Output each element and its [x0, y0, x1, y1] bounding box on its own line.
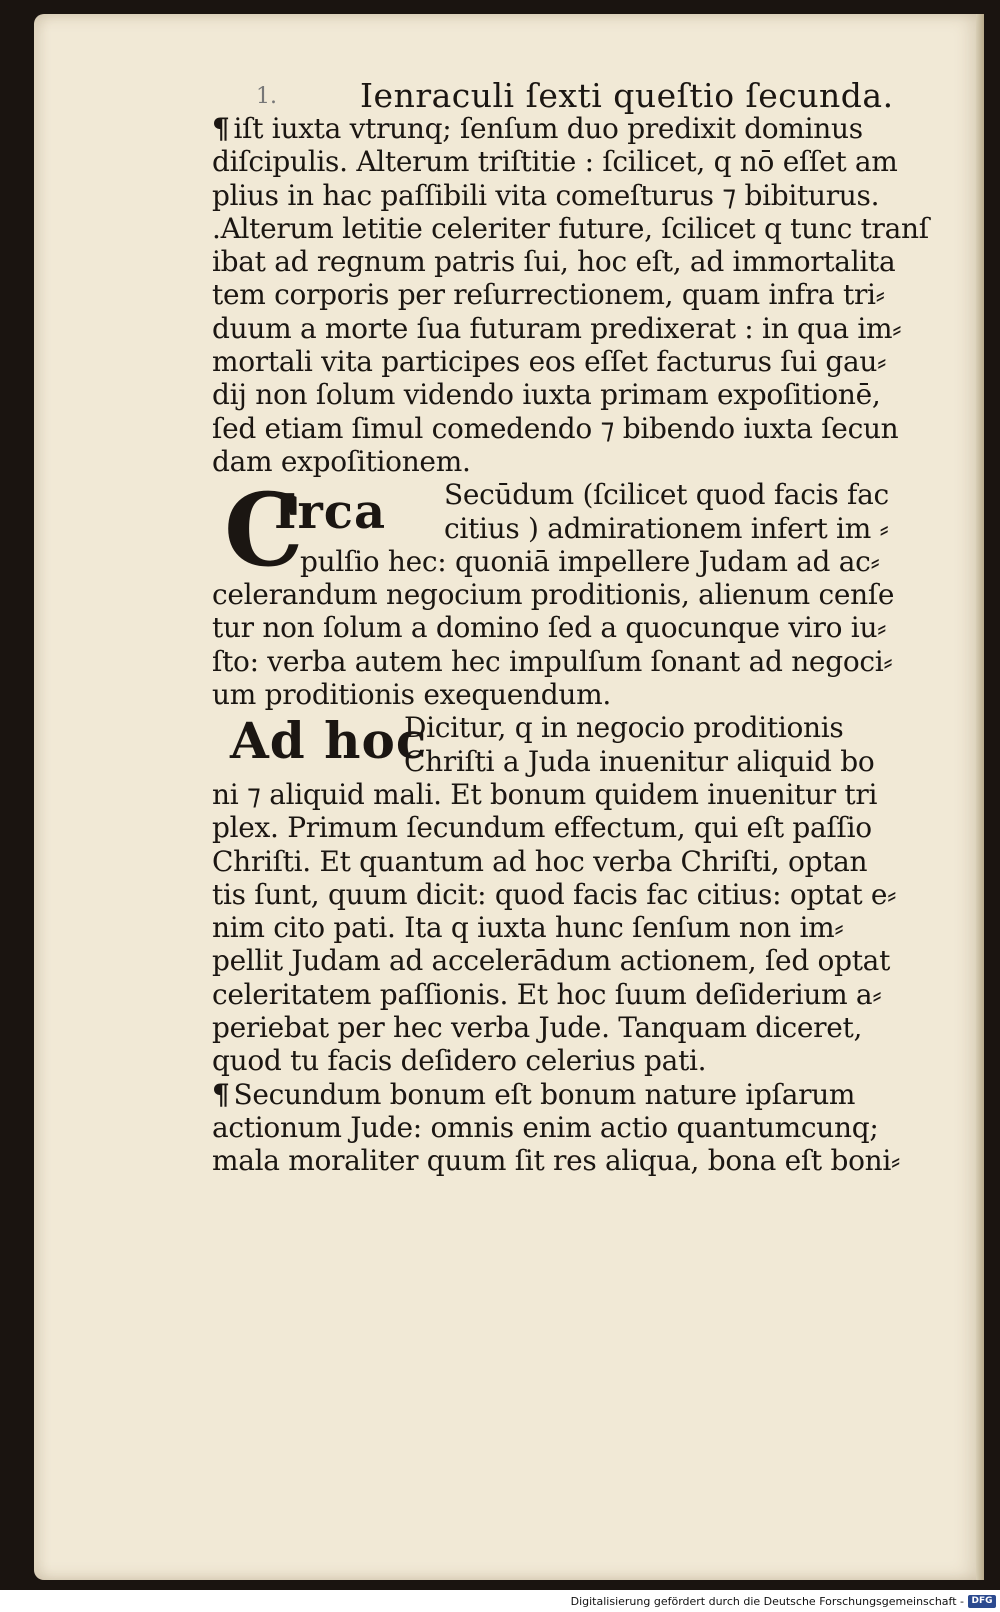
text-line: mortali vita participes eos eſſet facturus ſui gau⸗	[212, 345, 887, 379]
margin-mark: 1.	[256, 84, 277, 109]
text-line: ſed etiam ſimul comedendo ⁊ bibendo iuxta ſecun	[212, 411, 899, 445]
text-line: Dicitur, q in negocio proditionis	[404, 711, 844, 745]
text-line: dij non ſolum videndo iuxta primam expoſitionē,	[212, 378, 881, 412]
paragraph-circa	[212, 471, 932, 712]
text-line: dam expoſitionem.	[212, 444, 471, 478]
text-line: celerandum negocium proditionis, alienum cenſe	[212, 578, 895, 612]
text-line: Chriſti a Juda inuenitur aliquid bo	[404, 744, 875, 778]
drop-word: Irca	[274, 484, 387, 541]
text-line: plex. Primum ſecundum effectum, qui eſt paſſio	[212, 811, 872, 845]
text-line: ni ⁊ aliquid mali. Et bonum quidem inuenitur tri	[212, 777, 878, 811]
text-line: .Alterum letitie celeriter future, ſcilicet q tunc tranſ	[212, 211, 929, 245]
text-line: celeritatem paſſionis. Et hoc ſuum deſiderium a⸗	[212, 977, 882, 1011]
text-line: duum a morte ſua futuram predixerat : in qua im⸗	[212, 311, 902, 345]
footer-credit: Digitalisierung gefördert durch die Deutsche Forschungsgemeinschaft -	[570, 1595, 964, 1608]
footer-bar	[0, 1592, 1000, 1612]
text-line: citius ) admirationem infert im ⸗	[444, 511, 889, 545]
text-line: nim cito pati. Ita q iuxta hunc ſenſum non im⸗	[212, 911, 844, 945]
text-line: pulſio hec: quoniā impellere Judam ad ac⸗	[300, 544, 880, 578]
main-text	[212, 112, 932, 1178]
text-line: plius in hac paſſibili vita comeſturus ⁊ bibiturus.	[212, 178, 880, 212]
text-line: actionum Jude: omnis enim actio quantumcunq;	[212, 1110, 879, 1144]
text-line: periebat per hec verba Jude. Tanquam diceret,	[212, 1011, 863, 1045]
text-line: mala moraliter quum ſit res aliqua, bona eſt boni⸗	[212, 1144, 901, 1178]
text-line: tis ſunt, quum dicit: quod facis fac citius: optat e⸗	[212, 877, 897, 911]
text-line: ſto: verba autem hec impulſum ſonant ad negoci⸗	[212, 644, 893, 678]
drop-cap-initial: C	[224, 471, 304, 590]
text-line: ¶ iſt iuxta vtrunq; ſenſum duo predixit dominus	[212, 112, 863, 145]
text-line: um proditionis exequendum.	[212, 678, 611, 712]
running-head: Ienraculi ſexti queſtio ſecunda.	[360, 76, 894, 115]
paragraph-sign: ¶	[212, 1077, 230, 1111]
text-line: pellit Judam ad accelerādum actionem, ſed optat	[212, 944, 891, 978]
text-line: Chriſti. Et quantum ad hoc verba Chriſti, optan	[212, 844, 868, 878]
paragraph-secundum	[212, 1078, 932, 1178]
text-line: tem corporis per reſurrectionem, quam infra tri⸗	[212, 278, 885, 312]
text-line: diſcipulis. Alterum triſtitie : ſcilicet, q nō eſſet am	[212, 145, 898, 179]
paragraph-1	[212, 112, 932, 478]
paragraph-ad-hoc	[212, 711, 932, 1077]
text-line: tur non ſolum a domino ſed a quocunque viro iu⸗	[212, 611, 887, 645]
drop-word: Ad hoc	[230, 711, 428, 771]
dfg-logo-icon[interactable]: DFG	[968, 1595, 996, 1608]
text-line: ¶ Secundum bonum eſt bonum nature ipſarum	[212, 1077, 856, 1111]
page-edge	[976, 14, 984, 1580]
text-line: ibat ad regnum patris ſui, hoc eſt, ad immortalita	[212, 245, 896, 279]
text-line: quod tu facis deſidero celerius pati.	[212, 1044, 707, 1078]
text-line: Secūdum (ſcilicet quod facis fac	[444, 478, 889, 512]
paragraph-sign: ¶	[212, 112, 230, 145]
